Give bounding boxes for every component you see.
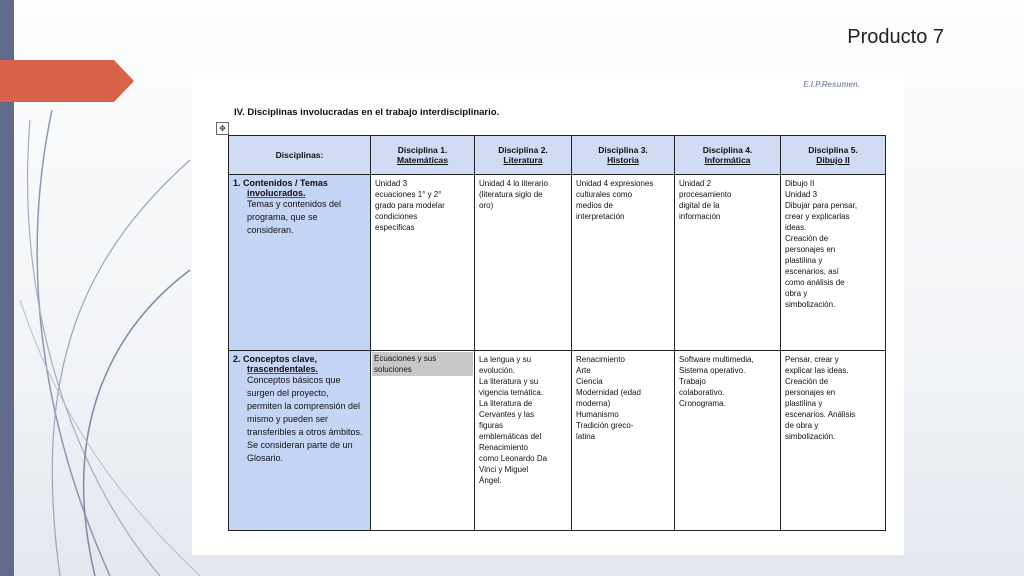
table-cell: Unidad 3 ecuaciones 1° y 2° grado para modelar condiciones especificas — [371, 175, 475, 351]
table-cell: Pensar, crear y explicar las ideas. Creación de personajes en plastilina y escenarios. Análisis de obra y simbolización. — [781, 351, 886, 531]
table-header-row — [229, 136, 886, 175]
table-cell: Unidad 2 procesamiento digital de la información — [675, 175, 781, 351]
table-row — [229, 351, 886, 531]
table-cell: Renacimiento Arte Ciencia Modernidad (edad moderna) Humanismo Tradición greco- latina — [572, 351, 675, 531]
row-label — [229, 351, 371, 531]
row-label-keyword: involucrados. — [247, 188, 306, 198]
disciplines-table — [228, 135, 886, 531]
table-cell: Dibujo II Unidad 3 Dibujar para pensar, crear y explicarlas ideas. Creación de personajes en plastilina y escenarios, así como análisis de obra y simbolización. — [781, 175, 886, 351]
row-label — [229, 175, 371, 351]
column-header: Disciplina 3. Historia — [572, 136, 675, 175]
column-header: Disciplina 2. Literatura — [475, 136, 572, 175]
document-image — [192, 73, 904, 555]
section-title: IV. Disciplinas involucradas en el trabajo interdisciplinario. — [234, 107, 500, 118]
accent-arrow-tab — [0, 60, 134, 102]
table-cell: La lengua y su evolución. La literatura y su vigencia temática. La literatura de Cervantes y las figuras emblemáticas del Renacimiento como Leonardo Da Vinci y Miguel Ángel. — [475, 351, 572, 531]
document-header: E.I.P.Resumen. — [803, 80, 860, 89]
table-cell: Software multimedia, Sistema operativo. Trabajo colaborativo. Cronograma. — [675, 351, 781, 531]
row-label-desc: Temas y contenidos del programa, que se consideran. — [247, 199, 342, 235]
column-header: Disciplina 1. Matemáticas — [371, 136, 475, 175]
table-cell: Unidad 4 expresiones culturales como medios de interpretación — [572, 175, 675, 351]
table-cell: Ecuaciones y sus soluciones — [371, 351, 475, 531]
move-icon[interactable]: ✥ — [216, 122, 229, 135]
corner-header: Disciplinas: — [229, 136, 371, 175]
row-label-head: 1. Contenidos / Temas — [233, 178, 328, 188]
row-label-head: 2. Conceptos clave, — [233, 354, 318, 364]
column-header: Disciplina 4. Informática — [675, 136, 781, 175]
slide-title: Producto 7 — [847, 26, 944, 48]
table-row — [229, 175, 886, 351]
row-label-keyword: trascendentales. — [247, 364, 319, 374]
table-cell: Unidad 4 lo literario (literatura siglo de oro) — [475, 175, 572, 351]
column-header: Disciplina 5. Dibujo II — [781, 136, 886, 175]
row-label-desc: Conceptos básicos que surgen del proyecto, permiten la comprensión del mismo y pueden ser transferibles a otros ámbitos. Se consideran parte de un Glosario. — [247, 375, 363, 463]
